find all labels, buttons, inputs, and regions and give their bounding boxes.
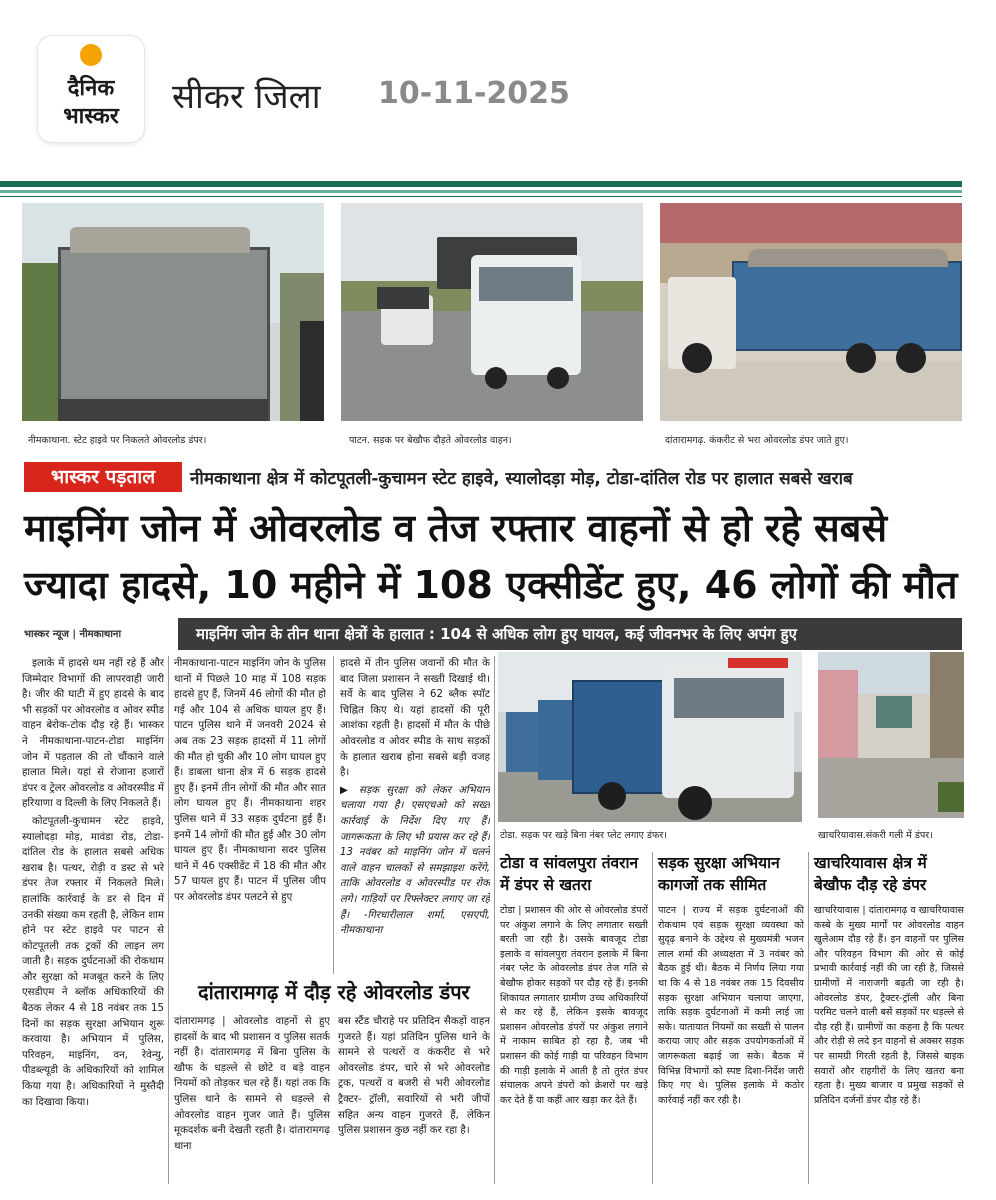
official-quote: ▶ सड़क सुरक्षा को लेकर अभियान चलाया गया है। एसएचओ को सख्त कार्रवाई के निर्देश दिए गए हैं। जागरूकता के लिए भी प्रयास कर रहे हैं। 13 नवंबर को माइनिंग जोन में चलने वाले वाहन चालकों से समझाइश करेंगे, ताकि ओवरलोड व ओवरस्पीड पर रोक लगे। गाड़ियों पर रिफ्लेक्टर लगाए जा रहे हैं। -गिरधारीलाल शर्मा, एसएपी, नीमकाथाना <box>340 784 490 937</box>
paragraph: दांतारामगढ़ | ओवरलोड वाहनों से हुए हादसों के बाद भी प्रशासन व पुलिस सतर्क नहीं है। दांतारामगढ़ में बिना पुलिस के खौफ के धड़ल्ले से छोटे व बड़े वाहन नियमों को तोड़कर चल रहे हैं। यहां तक कि पुलिस थाने के सामने से धड़ल्ले से ओवरलोड वाहन गुजर जाते हैं। पुलिस मूकदर्शक बनी देखती रहती है। दांतारामगढ़ थाना <box>174 1016 330 1152</box>
article-column-2 <box>174 656 326 974</box>
toda-body <box>500 904 648 1186</box>
patan-body <box>658 904 804 1186</box>
sun-icon <box>80 44 102 66</box>
dantaramgarh-column-1 <box>174 1014 330 1186</box>
photo-caption-3: दांतारामगढ़. कंकरीट से भरा ओवरलोड डंपर जाते हुए। <box>665 435 849 446</box>
paragraph: बस स्टैंड चौराहे पर प्रतिदिन सैकड़ों वाहन गुजरते हैं। यहां प्रतिदिन पुलिस थाने के सामने से पत्थरों व कंकरीट से भरे ओवरलोड डंपर, चारे से भरे ओवरलोड ट्रक, पत्थरों व बजरी से भरी ओवरलोड ट्रैक्टर- ट्रॉली, सवारियों से भरी जीपों सहित अन्य वाहन गुजरते हैं, लेकिन पुलिस प्रशासन कुछ नहीं कर रहा है। <box>338 1016 490 1137</box>
article-column-3 <box>340 656 490 974</box>
photo-patan[interactable] <box>341 203 643 421</box>
dantaramgarh-title: दांतारामगढ़ में दौड़ रहे ओवरलोड डंपर <box>198 980 470 1004</box>
page-header <box>0 0 996 180</box>
photo-dantaramgarh[interactable] <box>660 203 962 421</box>
paragraph: कोटपूतली-कुचामन स्टेट हाइवे, स्यालोदड़ा मोड़, मावंडा रोड, टोडा-दांतिल रोड के हालात सबसे अधिक खराब है। पत्थर, रोड़ी व डस्ट से भरे डंपर तेज रफ्तार में निकलते मिले। हालांकि कार्रवाई के डर से दिन में उनकी संख्या कम रहती है, लेकिन शाम होने पर स्टेट हाइवे पर पाटन से कोटपूतली तक ट्रकों की लाइन लग जाती है। सड़क दुर्घटनाओं की रोकथाम और सुरक्षा को मजबूत करने के लिए एसडीएम ने ब्लॉक अधिकारियों की बैठक लेकर 4 से 18 नवंबर तक 15 दिनों का सड़क सुरक्षा अभियान शुरू करवाया है। अभियान में पुलिस, परिवहन, माइनिंग, वन, रेवेन्यु, पीडब्ल्यूडी के अधिकारियों को शामिल किया गया है। अधिकारियों ने मुस्तैदी का दिखावा किया। <box>22 815 164 1108</box>
logo-line-2: भास्कर <box>63 104 119 129</box>
paragraph: खाचरियावास | दांतारामगढ़ व खाचरियावास कस्बे के मुख्य मार्गों पर ओवरलोड वाहन खुलेआम दौड़ रहे हैं। इन वाहनों पर पुलिस और परिवहन विभाग की ओर से कोई प्रभावी कार्रवाई नहीं की जा रही है, जिससे ग्रामीणों में नाराजगी बढ़ती जा रही है। ओवरलोड डंपर, ट्रैक्टर-ट्रॉली और बिना परमिट चलने वाली बसें सड़कों पर धड़ल्ले से दौड़ रही हैं। ग्रामीणों का कहना है कि पत्थर और रोड़ी से लदे इन वाहनों से अक्सर सड़क पर सामग्री गिरती रहती है, जिससे बाइक सवारों और राहगीरों के लिए खतरा बना रहता है। मुख्य बाजार व प्रमुख सड़कों से प्रतिदिन दर्जनों डंपर दौड़ रहे हैं। <box>814 905 964 1106</box>
photo-caption-4: टोडा. सड़क पर खड़े बिना नंबर प्लेट लगाए डंफर। <box>500 830 667 841</box>
dantaramgarh-column-2 <box>338 1014 490 1186</box>
photo-caption-1: नीमकाथाना. स्टेट हाइवे पर निकलते ओवरलोड डंपर। <box>28 435 207 446</box>
paragraph: पाटन | राज्य में सड़क दुर्घटनाओं की रोकथाम एवं सड़क सुरक्षा व्यवस्था को सुदृढ़ बनाने के उद्देश्य से मुख्यमंत्री भजन लाल शर्मा की अध्यक्षता में 3 नवंबर को बैठक हुई थी। बैठक में निर्णय लिया गया था कि 4 से 18 नवंबर तक 15 दिवसीय सड़क सुरक्षा अभियान चलाया जाएगा, ताकि सड़क दुर्घटनाओं में कमी लाई जा सके। यातायात नियमों का सख्ती से पालन कराया जाए और सड़क उपयोगकर्ताओं में जागरूकता बढ़ाई जा सके। बैठक में विभिन्न विभागों को स्पष्ट दिशा-निर्देश जारी किए गए थे। पुलिस इलाके में कठोर कार्रवाई नहीं कर रही है। <box>658 905 804 1106</box>
edition-title: सीकर जिला <box>172 77 321 117</box>
edition-date: 10-11-2025 <box>378 76 570 111</box>
photo-khachariyawas[interactable] <box>818 652 964 818</box>
paragraph: टोडा | प्रशासन की ओर से ओवरलोड डंपरों पर अंकुश लगाने के लिए लगातार सख्ती बरती जा रही है। उसके बावजूद टोडा इलाके व सांवलपुरा तंवरान इलाके में बिना नंबर प्लेट के ओवरलोड डंपर तेज गति से बेखौफ होकर सड़कों पर दौड़ रहे हैं। इनकी शिकायत लगातार ग्रामीण उच्च अधिकारियों से कर रहे हैं, लेकिन इसके बावजूद प्रशासन ओवरलोड डंपरों पर अंकुश लगाने में नाकाम साबित हो रहा है, जब भी प्रशासन की कोई गाड़ी या परिवहन विभाग की गाड़ी इलाके में आती है तो तुरंत डंपर संचालक अपने डंपरों को क्रेशरों पर खड़े कर देते हैं या कहीं आर खड़ा कर देते हैं। <box>500 905 648 1106</box>
logo-line-1: दैनिक <box>67 76 115 101</box>
khachariyawas-title: खाचरियावास क्षेत्र में बेखौफ दौड़ रहे डंपर <box>814 854 927 894</box>
paragraph: नीमकाथाना-पाटन माइनिंग जोन के पुलिस थानों में पिछले 10 माह में 108 सड़क हादसे हुए हैं, जिनमें 46 लोगों की मौत हो गई और 104 से अधिक घायल हुए हैं। पाटन पुलिस थाने में जनवरी 2024 से अब तक 23 सड़क हादसों में 11 लोगों की मौत हो चुकी और 10 लोग घायल हुए हैं। डाबला थाना क्षेत्र में 6 सड़क हादसे हुए हैं। इनमें तीन लोगों की मौत और सात लोग घायल हुए हैं। नीमकाथाना शहर पुलिस थाने में 33 सड़क दुर्घटना हुई हैं। इनमें 14 लोगों की मौत हुई और 30 लोग घायल हुए हैं। नीमकाथाना सदर पुलिस थाने में 46 एक्सीडेंट में 18 की मौत और 57 घायल हुए हैं। पाटन में पुलिस जीप पर ओवरलोड डंपर पलटने से हुए <box>174 658 326 903</box>
photo-caption-5: खाचरियावास.संकरी गली में डंपर। <box>818 830 933 841</box>
article-headline: माइनिंग जोन में ओवरलोड व तेज रफ्तार वाहनों से हो रहे सबसे ज्यादा हादसे, 10 महीने में 108 एक्सीडेंट हुए, 46 लोगों की मौत <box>24 506 958 607</box>
article-column-1 <box>22 656 164 1186</box>
header-divider <box>0 181 962 197</box>
khachariyawas-body <box>814 904 964 1186</box>
article-byline: भास्कर न्यूज | नीमकाथाना <box>24 629 122 640</box>
paragraph: इलाके में हादसे थम नहीं रहे हैं और जिम्मेदार विभागों की लापरवाही जारी है। जीर की घाटी में हुए हादसे के बाद भी सड़कों पर ओवरलोड व ओवर स्पीड वाहन बेरोक-टोक दौड़ रहे हैं। भास्कर ने नीमकाथाना-पाटन-टोडा माइनिंग जोन में पड़ताल की तो चौंकाने वाले हालात मिले। यहां से रोजाना हजारों डंपर व ट्रेलर ओवरलोड व ओवरस्पीड में हरियाणा व दिल्ली के लिए निकलते हैं। <box>22 658 164 810</box>
article-kicker: नीमकाथाना क्षेत्र में कोटपूतली-कुचामन स्टेट हाइवे, स्यालोदड़ा मोड़, टोडा-दांतिल रोड पर हालात सबसे खराब <box>190 469 853 489</box>
patan-title: सड़क सुरक्षा अभियान कागजों तक सीमित <box>658 854 780 894</box>
paragraph: हादसे में तीन पुलिस जवानों की मौत के बाद जिला प्रशासन ने सख्ती दिखाई थी। सर्वे के बाद पुलिस ने 62 ब्लैक स्पॉट चिह्नित किए थे। यहां हादसों की पूरी आशंका रहती है। हादसों में मौत के पीछे ओवरलोड व ओवर स्पीड के साथ सड़कों के हालात खराब होना सबसे बड़ी वजह है। <box>340 658 490 779</box>
photo-toda[interactable] <box>498 652 802 822</box>
photo-caption-2: पाटन. सड़क पर बेखौफ दौड़ते ओवरलोड वाहन। <box>349 435 512 446</box>
bhaskar-padtal-tag: भास्कर पड़ताल <box>24 462 182 492</box>
dainik-bhaskar-logo[interactable] <box>38 36 144 142</box>
photo-neemkathana[interactable] <box>22 203 324 421</box>
toda-title: टोडा व सांवलपुरा तंवरान में डंपर से खतरा <box>500 854 639 894</box>
article-subheadline: माइनिंग जोन के तीन थाना क्षेत्रों के हालात : 104 से अधिक लोग हुए घायल, कई जीवनभर के लिए अपंग हुए <box>178 618 962 650</box>
